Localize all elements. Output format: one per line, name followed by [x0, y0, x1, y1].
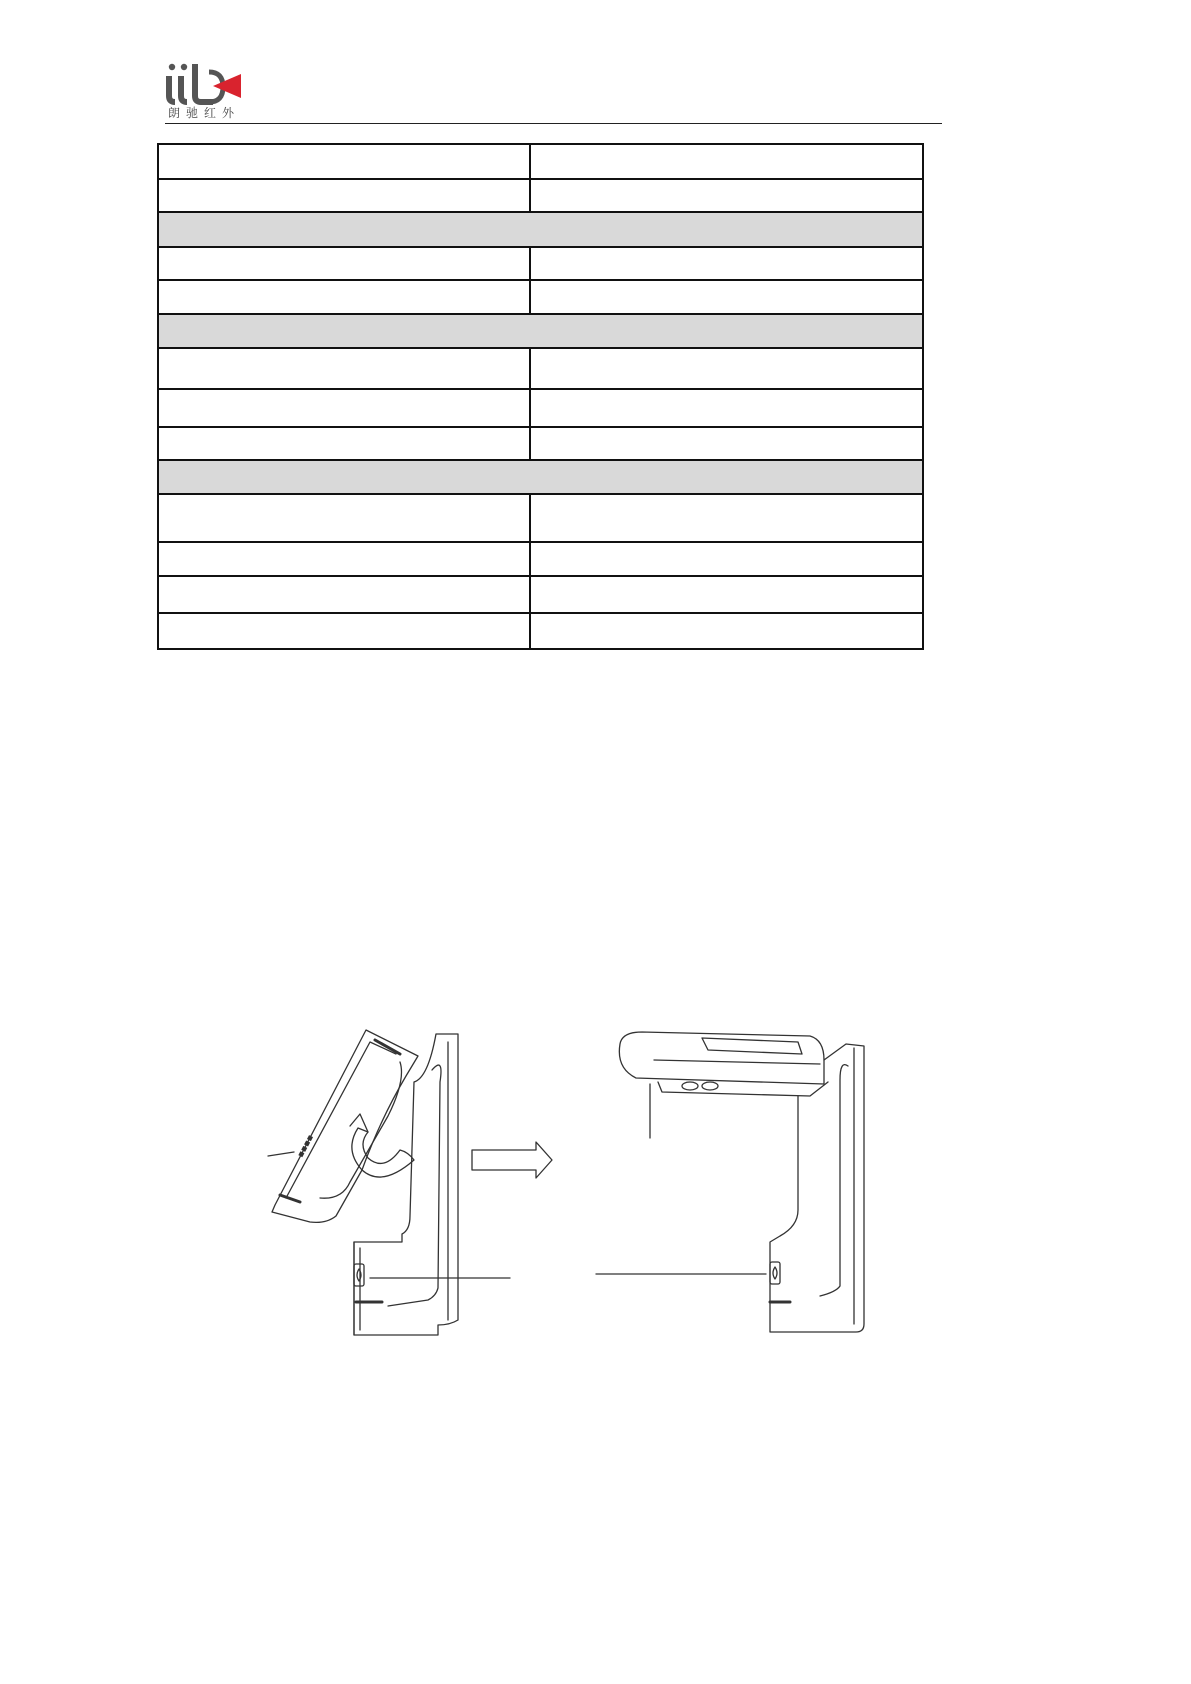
table-row — [158, 542, 923, 576]
table-row — [158, 280, 923, 314]
transition-arrow-icon — [472, 1142, 552, 1178]
table-cell — [530, 348, 923, 389]
table-cell — [158, 247, 530, 280]
table-row — [158, 576, 923, 613]
table-cell — [530, 389, 923, 427]
section-header — [158, 314, 923, 348]
table-cell — [158, 179, 530, 212]
table-cell — [158, 389, 530, 427]
table-row — [158, 144, 923, 179]
table-row — [158, 494, 923, 542]
section-header — [158, 212, 923, 247]
table-cell — [530, 247, 923, 280]
device-folded-icon — [268, 1030, 510, 1335]
table-cell — [158, 280, 530, 314]
table-cell — [530, 494, 923, 542]
table-cell — [158, 576, 530, 613]
table-cell — [158, 427, 530, 460]
table-cell — [158, 494, 530, 542]
spec-table — [157, 143, 924, 650]
table-section-row — [158, 314, 923, 348]
device-unfolded-icon — [596, 1032, 864, 1332]
table-cell — [158, 144, 530, 179]
table-cell — [530, 280, 923, 314]
table-row — [158, 179, 923, 212]
table-row — [158, 348, 923, 389]
table-cell — [530, 427, 923, 460]
table-section-row — [158, 212, 923, 247]
table-cell — [158, 542, 530, 576]
table-cell — [530, 576, 923, 613]
table-cell — [530, 613, 923, 649]
table-cell — [158, 613, 530, 649]
section-header — [158, 460, 923, 494]
table-section-row — [158, 460, 923, 494]
header-divider — [165, 123, 942, 124]
table-row — [158, 613, 923, 649]
logo-caption: 朗驰红外 — [168, 106, 241, 120]
table-cell — [530, 144, 923, 179]
table-cell — [530, 179, 923, 212]
rotate-arrow-icon — [350, 1114, 414, 1177]
table-row — [158, 427, 923, 460]
table-cell — [158, 348, 530, 389]
svg-text:▪▪▪▪: ▪▪▪▪ — [295, 1133, 317, 1160]
device-illustration — [250, 1020, 890, 1350]
table-row — [158, 247, 923, 280]
table-row — [158, 389, 923, 427]
table-cell — [530, 542, 923, 576]
